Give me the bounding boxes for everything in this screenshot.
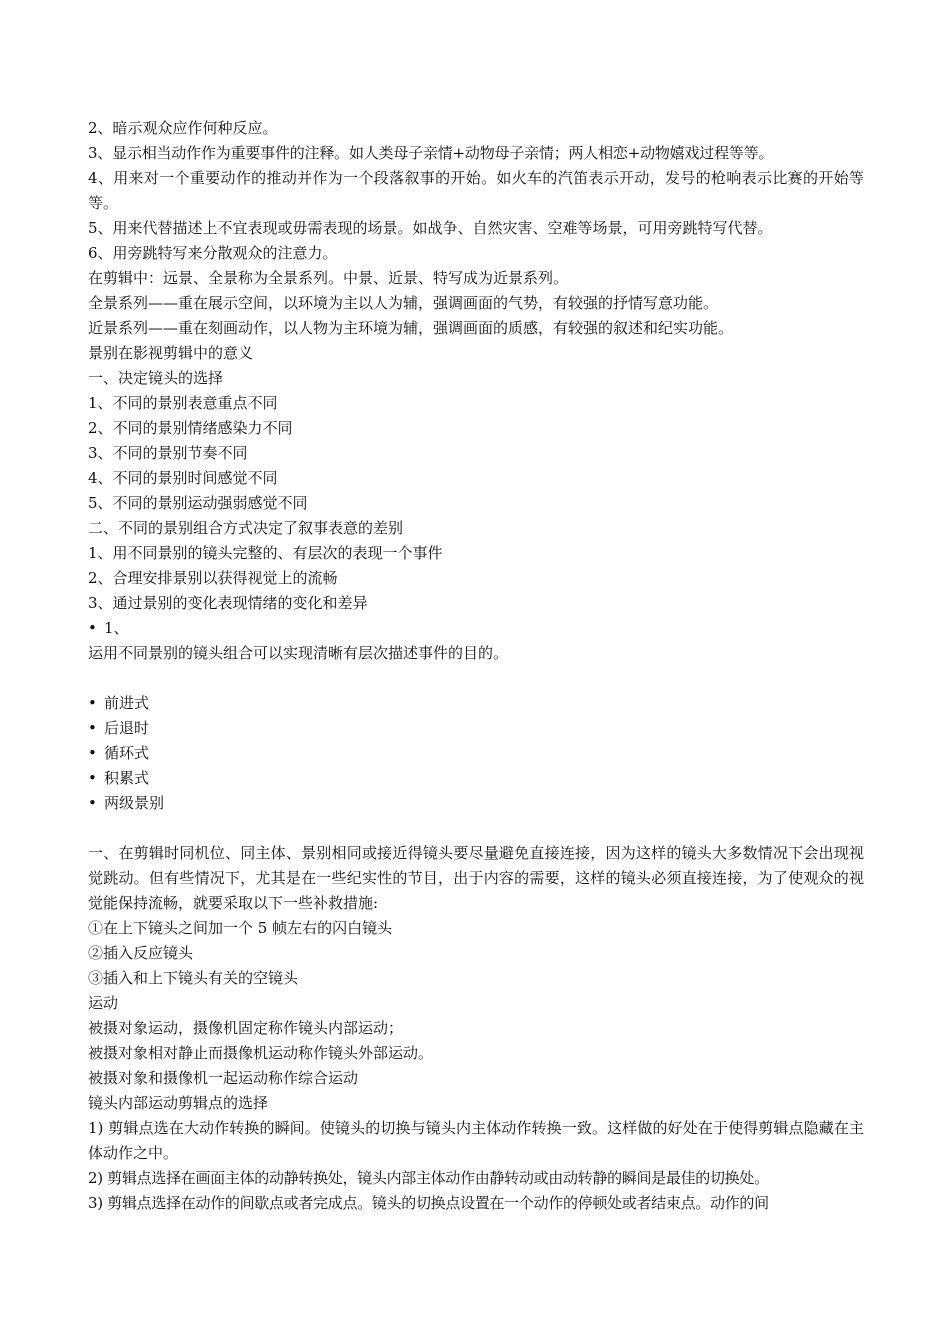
text-line: 被摄对象相对静止而摄像机运动称作镜头外部运动。: [88, 1044, 434, 1062]
bullet-dot: •: [88, 694, 97, 712]
paragraph-train-whistle: 4、用来对一个重要动作的推动并作为一个段落叙事的开始。如火车的汽笛表示开动，发号的枪响表示比赛的开始等等。: [88, 169, 864, 212]
bullet-dot: •: [88, 619, 97, 637]
bullet-text: 后退时: [104, 719, 150, 737]
bullet-item: [88, 716, 864, 741]
text-line: 2) 剪辑点选择在画面主体的动静转换处，镜头内部主体动作由静转动或由动转静的瞬间是最佳的切换处。: [88, 1169, 769, 1187]
text-line: 2、不同的景别情绪感染力不同: [88, 419, 293, 437]
text-line: 被摄对象和摄像机一起运动称作综合运动: [88, 1069, 359, 1087]
bullet-dot: •: [88, 769, 97, 787]
text-line: ③插入和上下镜头有关的空镜头: [88, 969, 299, 987]
blank-line: [88, 666, 864, 691]
bullet-item: [88, 766, 864, 791]
text-line: 二、不同的景别组合方式决定了叙事表意的差别: [88, 519, 404, 537]
text-line: ②插入反应镜头: [88, 944, 194, 962]
bullet-text: 循环式: [104, 744, 150, 762]
text-line: 5、不同的景别运动强弱感觉不同: [88, 494, 308, 512]
text-line: 近景系列——重在刻画动作，以人物为主环境为辅，强调画面的质感，有较强的叙述和纪实功能。: [88, 319, 734, 337]
section-heading: 运动: [88, 994, 119, 1012]
text-line: 1、用不同景别的镜头完整的、有层次的表现一个事件: [88, 544, 443, 562]
paragraph-cut-point-1: 1) 剪辑点选在大动作转换的瞬间。使镜头的切换与镜头内主体动作转换一致。这样做的好处在于使得剪辑点隐藏在主体动作之中。: [88, 1119, 864, 1162]
blank-line: [88, 816, 864, 841]
text-line: ①在上下镜头之间加一个 5 帧左右的闪白镜头: [88, 919, 393, 937]
bullet-text: 积累式: [104, 769, 150, 787]
section-heading: 景别在影视剪辑中的意义: [88, 344, 254, 362]
text-line: 一、决定镜头的选择: [88, 369, 224, 387]
text-line: 运用不同景别的镜头组合可以实现清晰有层次描述事件的目的。: [88, 644, 509, 662]
text-line: 3、通过景别的变化表现情绪的变化和差异: [88, 594, 368, 612]
text-line: 3、显示相当动作作为重要事件的注释。如人类母子亲情+动物母子亲情；两人相恋+动物嬉戏过程等等。: [88, 144, 774, 162]
text-line: 2、合理安排景别以获得视觉上的流畅: [88, 569, 338, 587]
text-line: 全景系列——重在展示空间，以环境为主以人为辅，强调画面的气势，有较强的抒情写意功能。: [88, 294, 719, 312]
document-page: [88, 116, 864, 1216]
bullet-text: 1、: [104, 619, 129, 637]
text-line: 3、不同的景别节奏不同: [88, 444, 248, 462]
bullet-item: [88, 741, 864, 766]
text-line: 3) 剪辑点选择在动作的间歇点或者完成点。镜头的切换点设置在一个动作的停顿处或者结束点。动作的间: [88, 1194, 769, 1212]
bullet-dot: •: [88, 719, 97, 737]
text-line: 在剪辑中：远景、全景称为全景系列。中景、近景、特写成为近景系列。: [88, 269, 569, 287]
bullet-item: [88, 791, 864, 816]
bullet-dot: •: [88, 794, 97, 812]
text-line: 5、用来代替描述上不宜表现或毋需表现的场景。如战争、自然灾害、空难等场景，可用旁跳特写代替。: [88, 219, 773, 237]
bullet-text: 前进式: [104, 694, 150, 712]
text-line: 4、不同的景别时间感觉不同: [88, 469, 278, 487]
text-line: 1、不同的景别表意重点不同: [88, 394, 278, 412]
paragraph-jump-cut: 一、在剪辑时同机位、同主体、景别相同或接近得镜头要尽量避免直接连接，因为这样的镜头大多数情况下会出现视觉跳动。但有些情况下，尤其是在一些纪实性的节目，出于内容的需要，这样的镜头必须直接连接，为了使观众的视觉能保持流畅，就要采取以下一些补救措施:: [88, 844, 864, 912]
text-line: 被摄对象运动，摄像机固定称作镜头内部运动；: [88, 1019, 404, 1037]
text-line: 6、用旁跳特写来分散观众的注意力。: [88, 244, 338, 262]
section-heading: 镜头内部运动剪辑点的选择: [88, 1094, 269, 1112]
bullet-text: 两级景别: [104, 794, 165, 812]
bullet-item: [88, 691, 864, 716]
bullet-item: [88, 616, 864, 641]
bullet-dot: •: [88, 744, 97, 762]
text-line: 2、暗示观众应作何种反应。: [88, 119, 278, 137]
